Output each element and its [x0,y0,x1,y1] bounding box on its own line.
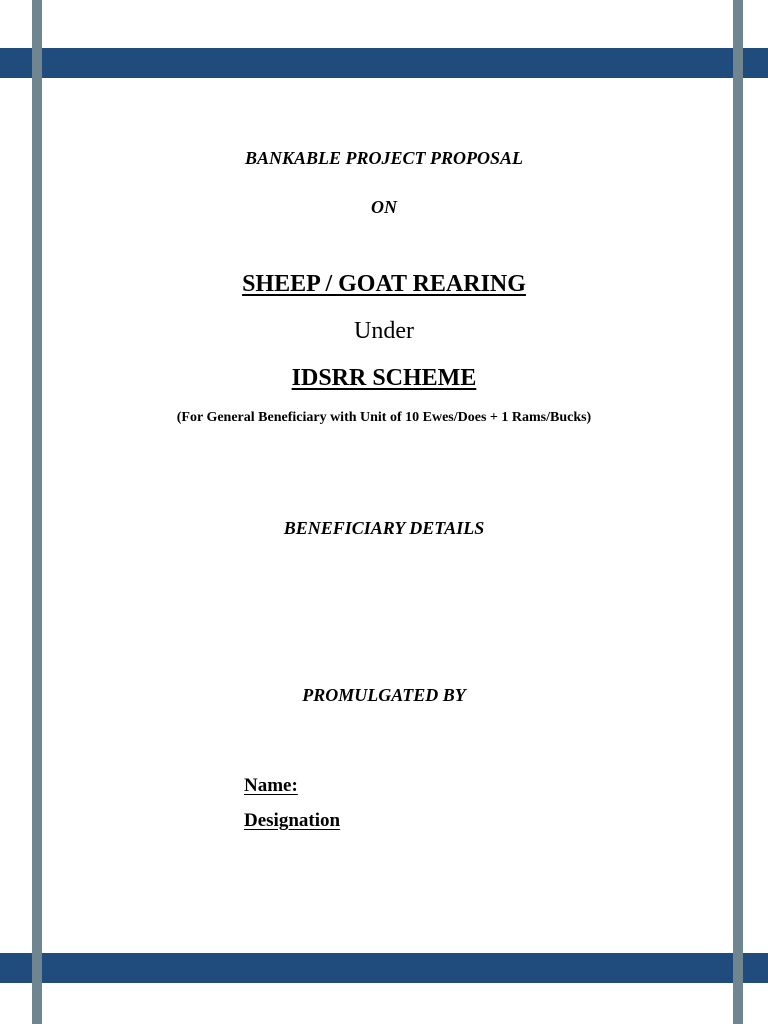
proposal-heading: BANKABLE PROJECT PROPOSAL [244,148,524,168]
on-label: ON [371,197,397,217]
beneficiary-details-heading: BENEFICIARY DETAILS [283,518,485,538]
page-title: SHEEP / GOAT REARING [242,271,526,297]
unit-subtitle: (For General Beneficiary with Unit of 10 Ewes/Does + 1 Rams/Bucks) [176,410,592,425]
bottom-border-band [0,953,768,983]
name-label: Name: [244,775,298,796]
promulgated-by-heading: PROMULGATED BY [302,685,466,705]
scheme-title: IDSRR SCHEME [291,365,477,391]
designation-label: Designation [244,810,341,831]
under-label: Under [354,318,414,344]
top-border-band [0,48,768,78]
